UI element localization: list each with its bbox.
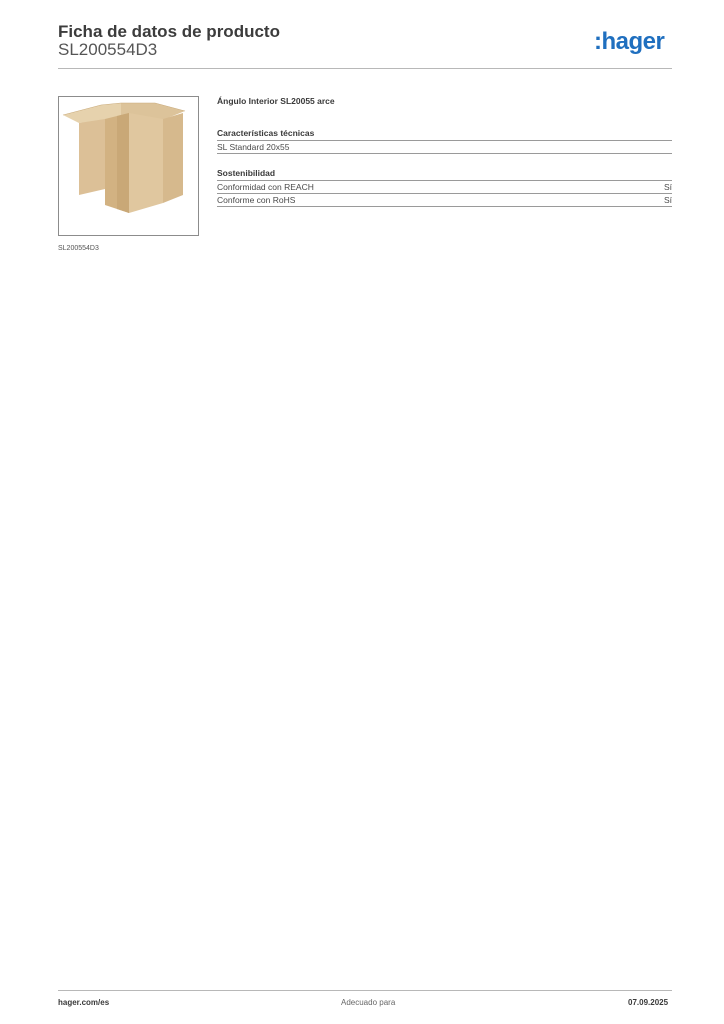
image-caption: SL200554D3 — [58, 245, 99, 252]
footer-suitability: Adecuado para — [341, 998, 396, 1007]
spec-row — [217, 181, 672, 194]
spec-panel — [217, 96, 672, 207]
footer-website-link[interactable]: hager.com/es — [58, 998, 110, 1007]
spec-row-label: Conformidad con REACH — [217, 182, 314, 192]
section-title-sustainability: Sostenibilidad — [217, 168, 672, 181]
spec-row-label: SL Standard 20x55 — [217, 142, 290, 152]
product-image-frame — [58, 96, 199, 236]
spec-row — [217, 194, 672, 207]
product-code-heading: SL200554D3 — [58, 40, 158, 59]
product-name: Ángulo Interior SL20055 arce — [217, 96, 335, 106]
spec-row-value: Sí — [663, 182, 672, 192]
footer-date: 07.09.2025 — [628, 998, 669, 1007]
spec-row — [217, 141, 672, 154]
header-divider — [58, 68, 672, 69]
page-title: Ficha de datos de producto — [58, 22, 280, 41]
spec-row-label: Conforme con RoHS — [217, 195, 296, 205]
spec-row-value: Sí — [663, 195, 672, 205]
hager-logo: :hager — [594, 28, 665, 55]
section-title-technical: Características técnicas — [217, 128, 672, 141]
product-image — [59, 97, 198, 235]
footer-divider — [58, 990, 672, 991]
